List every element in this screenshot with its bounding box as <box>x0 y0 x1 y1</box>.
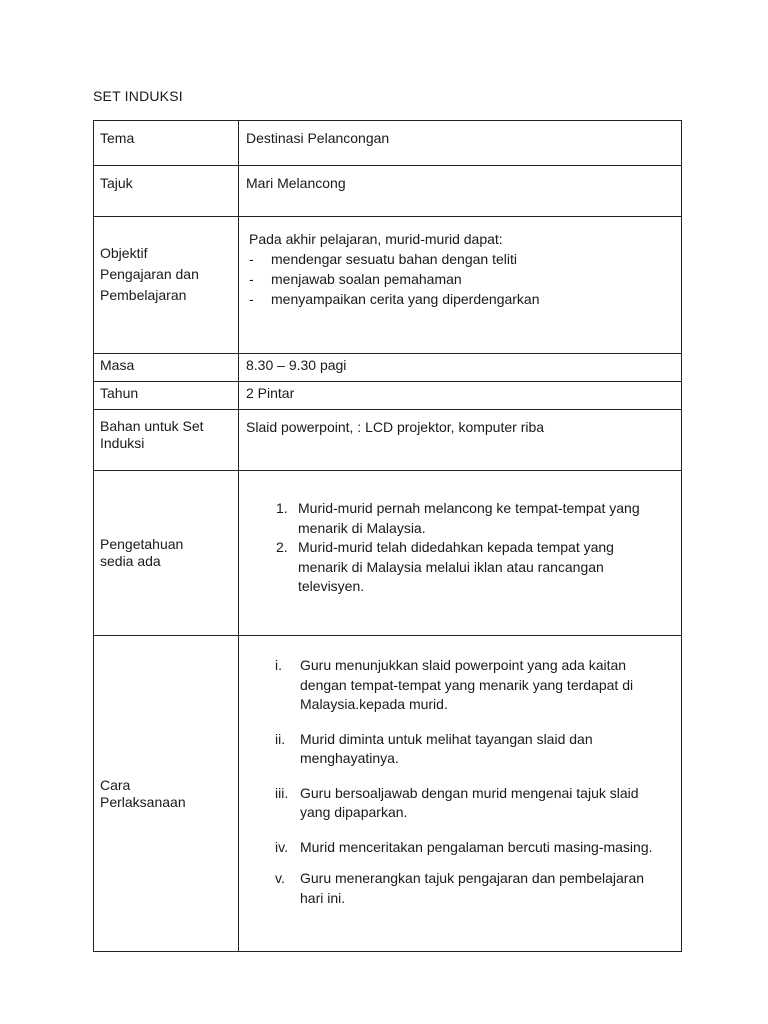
table-row-tahun <box>94 382 682 410</box>
tahun-value: 2 Pintar <box>239 382 682 410</box>
dash-bullet: - <box>249 291 254 307</box>
cara-label <box>94 636 239 952</box>
table-row-cara <box>94 636 682 952</box>
tajuk-label: Tajuk <box>94 166 239 217</box>
table-row-tajuk <box>94 166 682 217</box>
objektif-list <box>249 249 675 309</box>
objektif-label-line: Objektif <box>100 245 148 261</box>
objektif-label <box>94 217 239 354</box>
objektif-value <box>239 217 682 354</box>
list-item <box>246 538 675 597</box>
pengetahuan-value <box>239 471 682 636</box>
list-item <box>246 838 675 858</box>
cara-item-text: Guru menunjukkan slaid powerpoint yang ada kaitan dengan tempat-tempat yang menarik yang terdapat di Malaysia.kepada murid. <box>300 657 634 712</box>
cara-label-line: Cara <box>100 776 131 793</box>
cara-item-text: Murid diminta untuk melihat tayangan slaid dan menghayatinya. <box>300 730 593 766</box>
cara-item-text: Murid menceritakan pengalaman bercuti masing-masing. <box>300 838 653 855</box>
dash-bullet: - <box>249 251 254 267</box>
list-item <box>249 269 675 289</box>
list-item <box>246 869 675 908</box>
table-row-masa <box>94 354 682 382</box>
table-row-pengetahuan <box>94 471 682 636</box>
set-induksi-table <box>93 120 682 952</box>
list-item <box>249 249 675 269</box>
table-row-bahan <box>94 410 682 471</box>
tema-value: Destinasi Pelancongan <box>239 121 682 166</box>
table-row-objektif <box>94 217 682 354</box>
dash-bullet: - <box>249 271 254 287</box>
pengetahuan-list <box>246 499 675 597</box>
tema-label: Tema <box>94 121 239 166</box>
list-number: i. <box>275 657 282 673</box>
list-number: v. <box>275 870 285 886</box>
document-title: SET INDUKSI <box>93 88 183 104</box>
cara-list <box>246 656 675 908</box>
pengetahuan-label-line: sedia ada <box>100 553 161 569</box>
objektif-intro: Pada akhir pelajaran, murid-murid dapat: <box>249 231 503 247</box>
cara-item-text: Guru bersoaljawab dengan murid mengenai tajuk slaid yang dipaparkan. <box>300 784 639 820</box>
pengetahuan-label-line: Pengetahuan <box>100 536 184 552</box>
objektif-label-line: Pembelajaran <box>100 287 187 303</box>
list-item <box>246 656 675 715</box>
list-item <box>249 289 675 309</box>
masa-label: Masa <box>94 354 239 382</box>
list-item <box>246 499 675 538</box>
pengetahuan-label <box>94 471 239 636</box>
list-number: iii. <box>275 784 289 801</box>
objektif-item-text: mendengar sesuatu bahan dengan teliti <box>271 251 517 267</box>
list-number: iv. <box>275 838 288 855</box>
tajuk-value: Mari Melancong <box>239 166 682 217</box>
bahan-label-line: Induksi <box>100 435 145 451</box>
masa-value: 8.30 – 9.30 pagi <box>239 354 682 382</box>
list-number: ii. <box>275 730 286 747</box>
objektif-item-text: menjawab soalan pemahaman <box>271 271 462 287</box>
cara-value <box>239 636 682 952</box>
list-number: 2. <box>276 539 288 555</box>
bahan-label-line: Bahan untuk Set <box>100 418 204 434</box>
pengetahuan-item-text: Murid-murid pernah melancong ke tempat-tempat yang menarik di Malaysia. <box>298 500 640 536</box>
bahan-label <box>94 410 239 471</box>
objektif-item-text: menyampaikan cerita yang diperdengarkan <box>271 291 540 307</box>
list-item <box>246 784 675 823</box>
cara-label-line: Perlaksanaan <box>100 793 186 810</box>
objektif-label-line: Pengajaran dan <box>100 266 199 282</box>
pengetahuan-item-text: Murid-murid telah didedahkan kepada tempat yang menarik di Malaysia melalui iklan atau rancangan televisyen. <box>298 539 614 594</box>
list-number: 1. <box>276 500 288 516</box>
tahun-label: Tahun <box>94 382 239 410</box>
cara-item-text: Guru menerangkan tajuk pengajaran dan pembelajaran hari ini. <box>300 870 645 906</box>
table-row-tema <box>94 121 682 166</box>
list-item <box>246 730 675 769</box>
bahan-value: Slaid powerpoint, : LCD projektor, komputer riba <box>239 410 682 471</box>
